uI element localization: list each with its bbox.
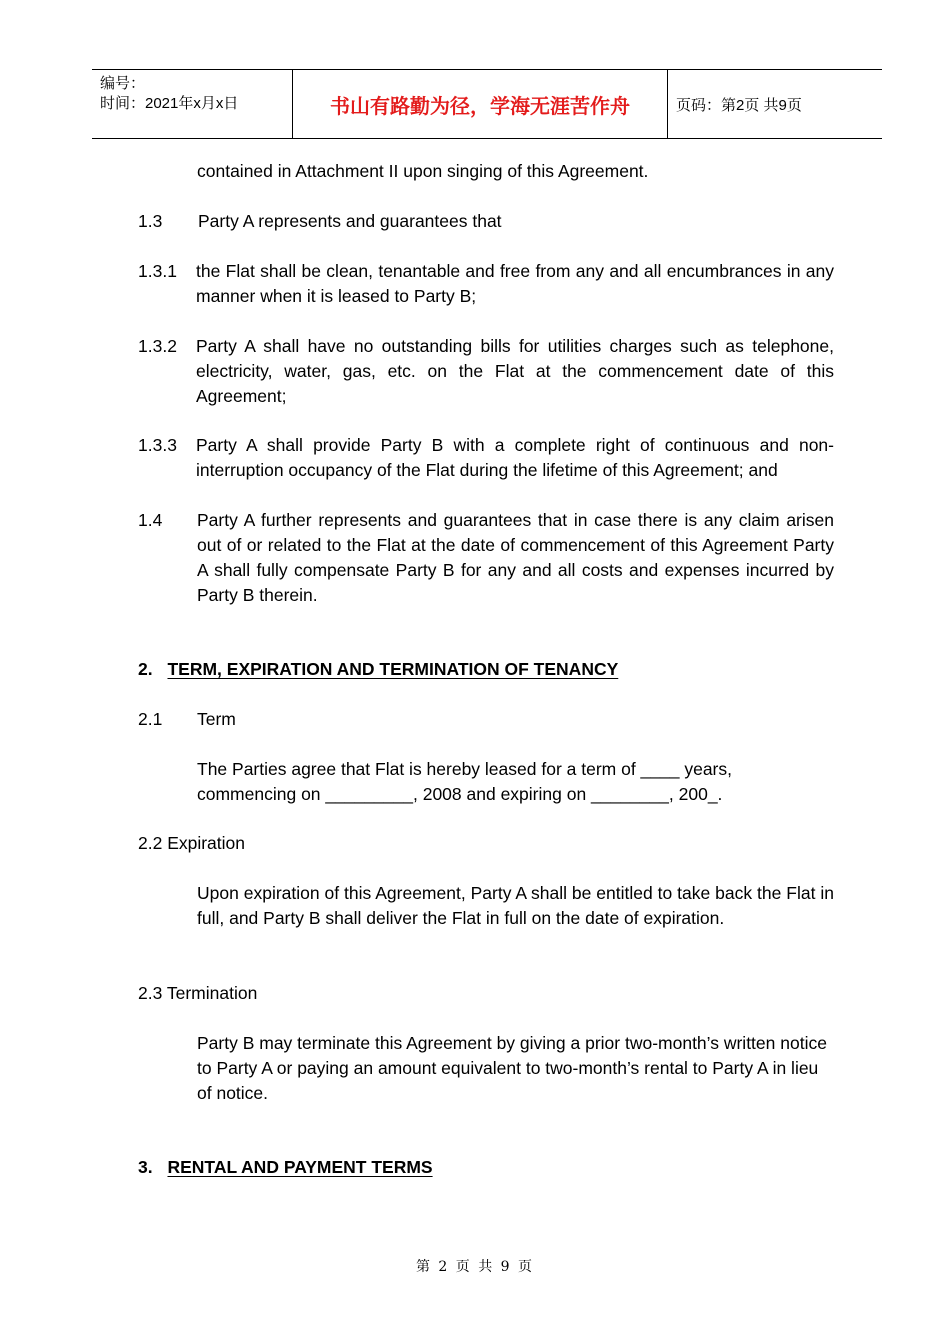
clause-1-3-2-text: Party A shall have no outstanding bills for utilities charges such as telephone, electricity, water, gas, etc. on the Flat at the commencement date of this Agreement; — [196, 336, 834, 406]
continuation-text: contained in Attachment II upon singing of this Agreement. — [197, 161, 649, 181]
clause-1-4-text: Party A further represents and guarantees that in case there is any claim arisen out of or related to the Flat at the date of commencement of this Agreement Party A shall fully compensate Party B for any and all costs and expenses incurred by Party B therein. — [197, 510, 834, 605]
clause-1-3-3-text: Party A shall provide Party B with a complete right of continuous and non-interruption occupancy of the Flat during the lifetime of this Agreement; and — [196, 435, 834, 480]
section-2-heading — [138, 657, 618, 682]
serial-number-label: 编号： — [100, 75, 146, 92]
header-page-label: 页码：第2页 共9页 — [676, 97, 802, 114]
header-info — [100, 74, 238, 114]
section-3-heading — [138, 1155, 433, 1180]
clause-number-2-1: 2.1 — [138, 709, 163, 729]
clause-2-1-title: Term — [197, 709, 236, 729]
time-label: 时间：2021年x月x日 — [100, 95, 239, 112]
clause-number-1-3: 1.3 — [138, 211, 163, 231]
page-footer: 第 2 页 共 9 页 — [415, 1259, 535, 1275]
section-3-title: RENTAL AND PAYMENT TERMS — [167, 1157, 433, 1177]
clause-2-3-title: 2.3 Termination — [138, 983, 258, 1003]
clause-1-3-text: Party A represents and guarantees that — [198, 211, 502, 231]
clause-number-1-3-3: 1.3.3 — [138, 435, 177, 455]
section-2-number: 2. — [138, 659, 153, 679]
clause-2-1-text: The Parties agree that Flat is hereby leased for a term of ____ years, commencing on _________, 2008 and expiring on ________, 200_. — [197, 759, 732, 804]
section-2-title: TERM, EXPIRATION AND TERMINATION OF TENANCY — [167, 659, 619, 679]
section-3-number: 3. — [138, 1157, 153, 1177]
page-header — [92, 69, 882, 139]
clause-number-1-4: 1.4 — [138, 510, 163, 530]
clause-2-2-text: Upon expiration of this Agreement, Party A shall be entitled to take back the Flat in full, and Party B shall deliver the Flat in full on the date of expiration. — [197, 883, 834, 928]
clause-number-1-3-1: 1.3.1 — [138, 261, 177, 281]
header-motto: 书山有路勤为径，学海无涯苦作舟 — [292, 70, 668, 138]
clause-number-1-3-2: 1.3.2 — [138, 336, 177, 356]
clause-2-2-title: 2.2 Expiration — [138, 833, 246, 853]
clause-1-3-1-text: the Flat shall be clean, tenantable and free from any and all encumbrances in any manner when it is leased to Party B; — [196, 261, 834, 306]
clause-2-3-text: Party B may terminate this Agreement by giving a prior two-month’s written notice to Party A or paying an amount equivalent to two-month’s rental to Party A in lieu of notice. — [197, 1033, 827, 1103]
